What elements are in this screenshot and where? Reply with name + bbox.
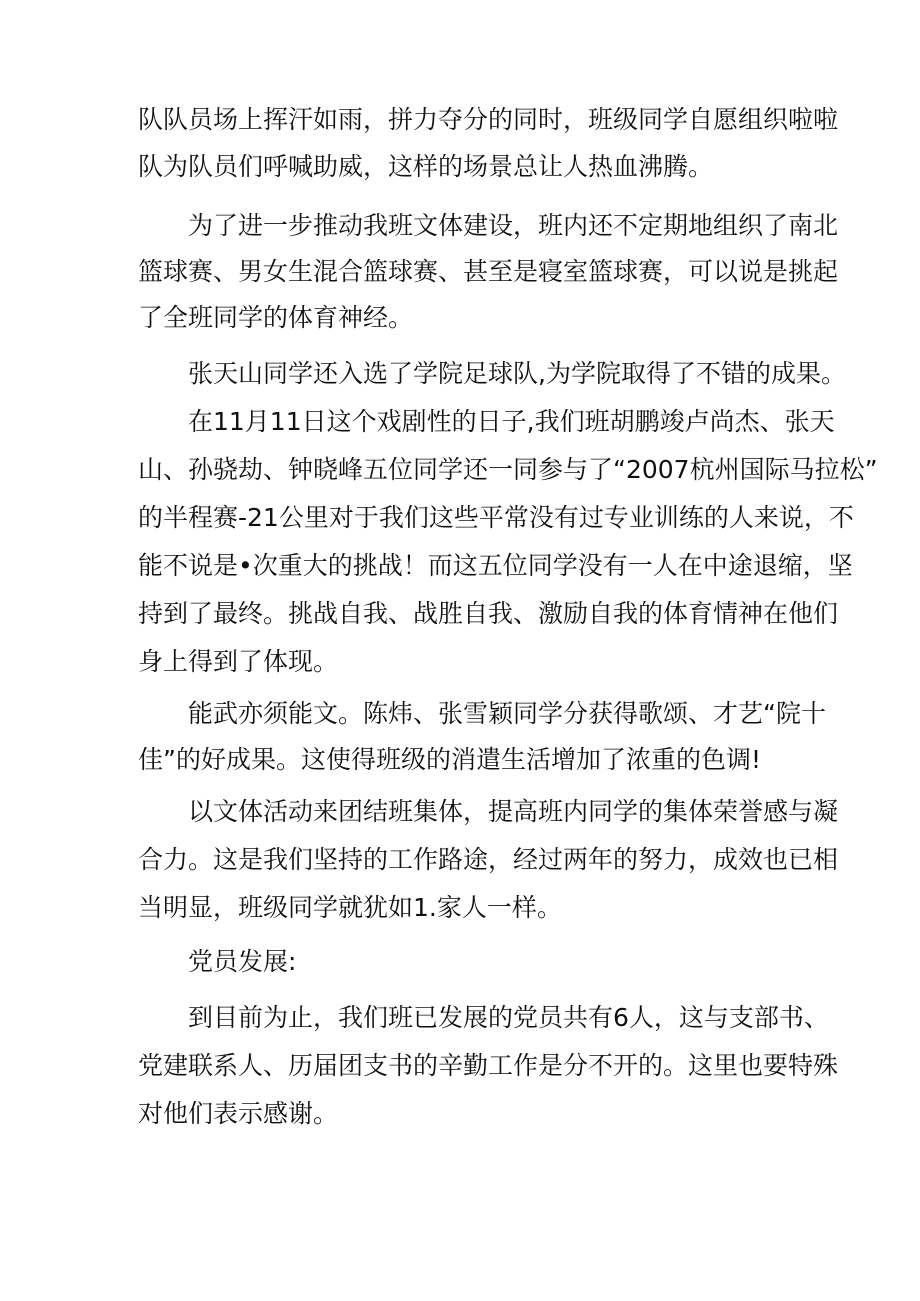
text-line: 篮球赛、男女生混合篮球赛、甚至是寝室篮球赛，可以说是挑起 xyxy=(138,257,839,286)
text-line: 能武亦须能文。陈炜、张雪颖同学分获得歌颂、才艺“院十 xyxy=(188,699,826,728)
text-line: 能不说是•次重大的挑战！而这五位同学没有一人在中途退缩，坚 xyxy=(138,551,853,580)
section-heading: 党员发展: xyxy=(188,947,297,976)
text-line: 合力。这是我们坚持的工作路途，经过两年的努力，成效也已相 xyxy=(138,845,839,874)
text-line: 队为队员们呼喊助威，这样的场景总让人热血沸腾。 xyxy=(138,152,714,181)
text-line: 到目前为止，我们班已发展的党员共有6人，这与支部书、 xyxy=(188,1003,829,1032)
text-line: 党建联系人、历届团支书的辛勤工作是分不开的。这里也要特殊 xyxy=(138,1051,839,1080)
text-line: 张天山同学还入选了学院足球队,为学院取得了不错的成果。 xyxy=(188,359,846,388)
text-line: 为了进一步推动我班文体建设，班内还不定期地组织了南北 xyxy=(188,211,839,240)
text-line: 队队员场上挥汗如雨，拼力夺分的同时，班级同学自愿组织啦啦 xyxy=(138,105,839,134)
text-line: 当明显，班级同学就犹如1.家人一样。 xyxy=(138,893,562,922)
text-line: 持到了最终。挑战自我、战胜自我、激励自我的体育情神在他们 xyxy=(138,599,839,628)
text-line: 以文体活动来团结班集体，提高班内同学的集体荣誉感与凝 xyxy=(188,797,839,826)
text-line: 对他们表示感谢。 xyxy=(138,1099,339,1128)
text-line: 身上得到了体现。 xyxy=(138,647,339,676)
text-line: 在11月11日这个戏剧性的日子,我们班胡鹏竣卢尚杰、张天 xyxy=(188,407,835,436)
text-line: 了全班同学的体育神经。 xyxy=(138,303,414,332)
text-line: 山、孙骁劫、钟晓峰五位同学还一同参与了“2007杭州国际马拉松” xyxy=(138,455,878,484)
text-line: 的半程赛-21公里对于我们这些平常没有过专业训练的人来说，不 xyxy=(138,503,854,532)
text-line: 佳”的好成果。这使得班级的消遣生活增加了浓重的色调! xyxy=(138,745,761,774)
